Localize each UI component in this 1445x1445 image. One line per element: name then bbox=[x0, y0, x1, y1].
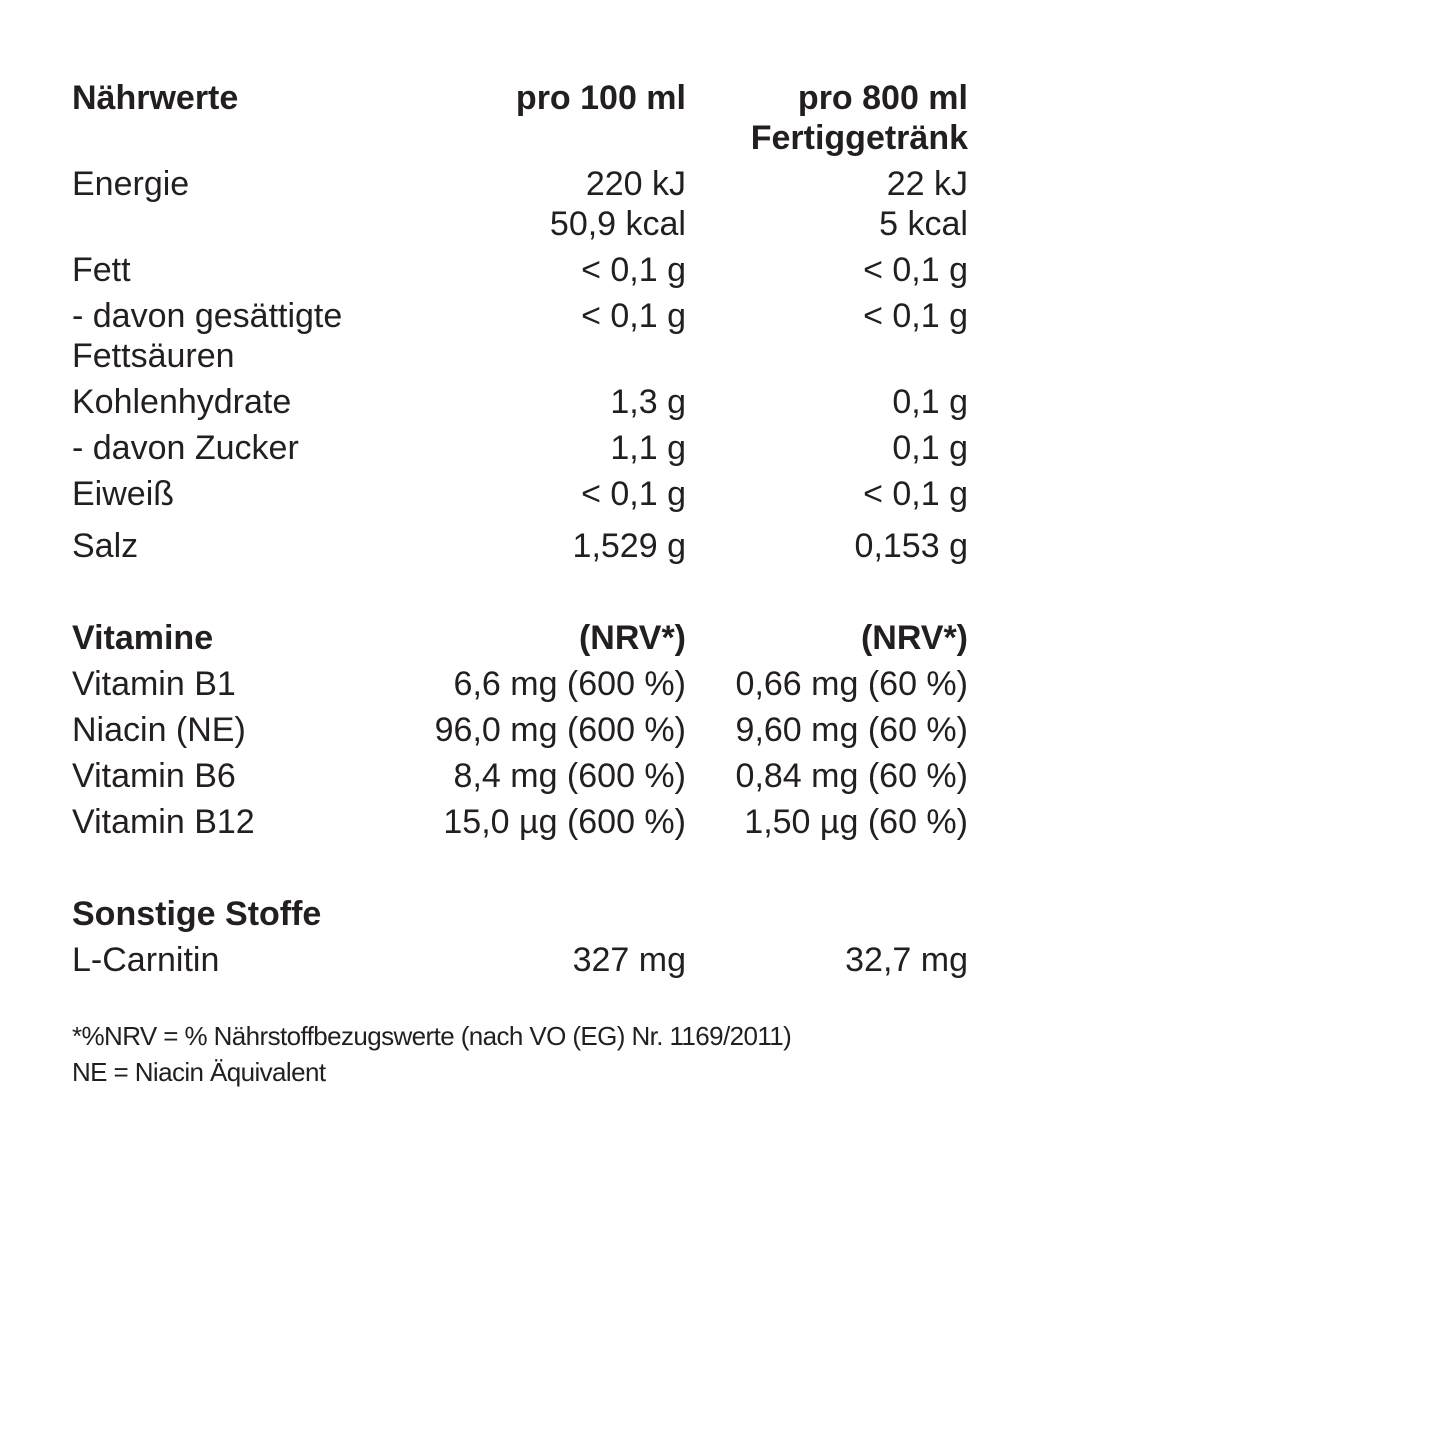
nutrient-name: Salz bbox=[72, 527, 139, 565]
vitamins-nrv-per-100ml: (NRV*) bbox=[578, 619, 686, 657]
nutrient-per-800ml: < 0,1 g bbox=[863, 251, 968, 289]
nutrient-per-100ml: 1,1 g bbox=[610, 429, 686, 467]
vitamin-row-b12 bbox=[72, 802, 972, 842]
vitamin-name: Niacin (NE) bbox=[72, 711, 246, 749]
vitamin-name: Vitamin B1 bbox=[72, 665, 236, 703]
nutrient-per-800ml: < 0,1 g bbox=[863, 475, 968, 513]
vitamin-per-100ml: 15,0 µg (600 %) bbox=[443, 803, 686, 841]
other-heading: Sonstige Stoffe bbox=[72, 895, 322, 933]
nutrient-row-kohlenhydrate bbox=[72, 382, 972, 422]
nutrient-per-800ml: 0,153 g bbox=[854, 527, 968, 565]
vitamins-header-row bbox=[72, 618, 972, 658]
nutrient-per-100ml: < 0,1 g bbox=[581, 297, 686, 335]
header-per-800ml-line1: pro 800 ml bbox=[797, 79, 968, 117]
nutrient-row-gesaettigte-fettsaeuren bbox=[72, 296, 972, 376]
vitamin-row-b1 bbox=[72, 664, 972, 704]
vitamin-per-100ml: 96,0 mg (600 %) bbox=[434, 711, 686, 749]
header-per-800ml-line2: Fertiggetränk bbox=[750, 119, 968, 157]
vitamin-per-100ml: 6,6 mg (600 %) bbox=[453, 665, 686, 703]
nutrient-per-100ml: < 0,1 g bbox=[581, 251, 686, 289]
nutrient-name: - davon Zucker bbox=[72, 429, 299, 467]
vitamin-name: Vitamin B6 bbox=[72, 757, 236, 795]
nutrient-row-salz bbox=[72, 526, 972, 566]
footnotes bbox=[72, 1018, 972, 1090]
footnote-ne: NE = Niacin Äquivalent bbox=[72, 1057, 326, 1087]
other-name: L-Carnitin bbox=[72, 941, 220, 979]
nutrient-per-800ml: < 0,1 g bbox=[863, 297, 968, 335]
nutrient-per-100ml: 1,3 g bbox=[610, 383, 686, 421]
vitamin-per-800ml: 0,66 mg (60 %) bbox=[735, 665, 968, 703]
header-per-800ml bbox=[686, 78, 968, 158]
nutrition-table bbox=[72, 78, 972, 1090]
nutrient-per-100ml bbox=[432, 164, 686, 244]
other-per-100ml: 327 mg bbox=[572, 941, 686, 979]
header-per-100ml: pro 100 ml bbox=[515, 79, 686, 117]
vitamin-per-100ml: 8,4 mg (600 %) bbox=[453, 757, 686, 795]
nutrient-per-100ml: 1,529 g bbox=[572, 527, 686, 565]
nutrient-name-line1: - davon gesättigte bbox=[72, 297, 343, 335]
energy-kcal-per-800ml: 5 kcal bbox=[879, 205, 968, 243]
vitamin-per-800ml: 1,50 µg (60 %) bbox=[744, 803, 968, 841]
vitamins-heading: Vitamine bbox=[72, 619, 214, 657]
other-header-row bbox=[72, 894, 972, 934]
nutrient-name: Kohlenhydrate bbox=[72, 383, 292, 421]
energy-kcal-per-100ml: 50,9 kcal bbox=[549, 205, 686, 243]
nutrient-name: Eiweiß bbox=[72, 475, 175, 513]
energy-kj-per-800ml: 22 kJ bbox=[886, 165, 968, 203]
nutrient-name-line2: Fettsäuren bbox=[72, 337, 235, 375]
nutrient-name: Energie bbox=[72, 165, 190, 203]
vitamin-row-b6 bbox=[72, 756, 972, 796]
nutrient-per-800ml bbox=[686, 164, 968, 244]
nutrient-per-800ml: 0,1 g bbox=[892, 429, 968, 467]
nutrient-row-energie bbox=[72, 164, 972, 244]
nutrient-name: Fett bbox=[72, 251, 131, 289]
footnote-nrv: *%NRV = % Nährstoffbezugswerte (nach VO (EG) Nr. 1169/2011) bbox=[72, 1021, 792, 1051]
header-row bbox=[72, 78, 972, 158]
other-row-l-carnitin bbox=[72, 940, 972, 980]
vitamin-row-niacin bbox=[72, 710, 972, 750]
vitamin-per-800ml: 9,60 mg (60 %) bbox=[735, 711, 968, 749]
vitamin-name: Vitamin B12 bbox=[72, 803, 255, 841]
nutrient-per-100ml: < 0,1 g bbox=[581, 475, 686, 513]
vitamins-nrv-per-800ml: (NRV*) bbox=[860, 619, 968, 657]
nutrient-name bbox=[72, 296, 432, 376]
nutrient-per-800ml: 0,1 g bbox=[892, 383, 968, 421]
nutrient-row-zucker bbox=[72, 428, 972, 468]
header-label: Nährwerte bbox=[72, 79, 239, 117]
energy-kj-per-100ml: 220 kJ bbox=[585, 165, 686, 203]
other-per-800ml: 32,7 mg bbox=[845, 941, 968, 979]
nutrient-row-fett bbox=[72, 250, 972, 290]
vitamin-per-800ml: 0,84 mg (60 %) bbox=[735, 757, 968, 795]
nutrient-row-eiweiss bbox=[72, 474, 972, 514]
